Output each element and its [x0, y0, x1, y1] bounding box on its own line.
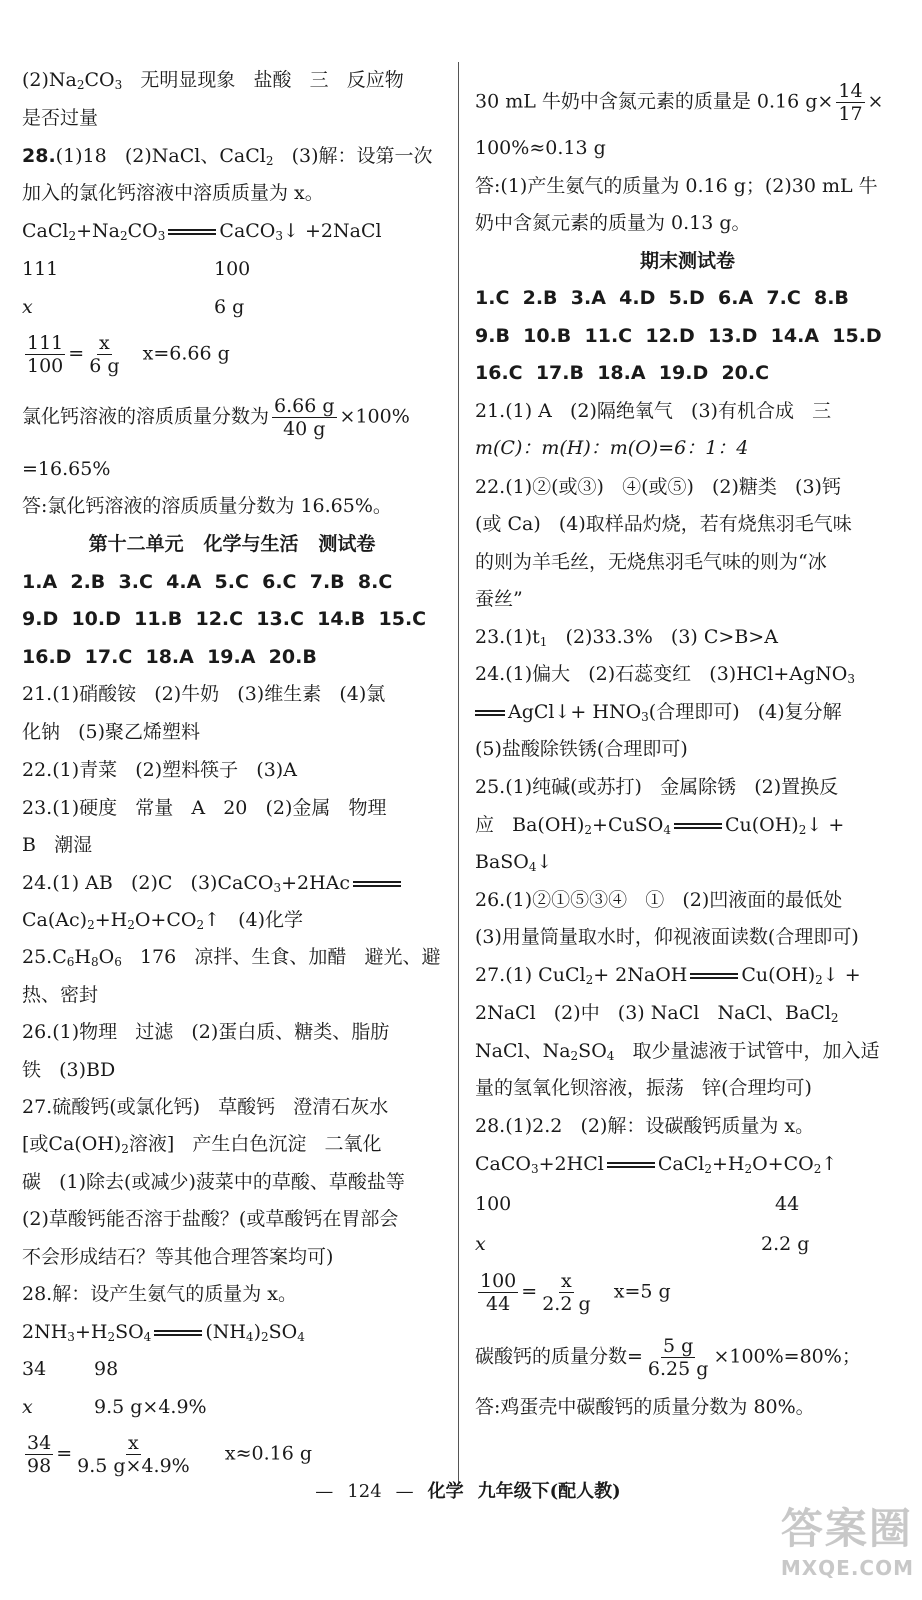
section-title: 期末测试卷: [639, 250, 735, 272]
text-line: 奶中含氮元素的质量为 0.13 g。: [475, 212, 751, 234]
proportion: $\frac{111}{100}$ = $\frac{x}{6 g}$ x=6.66 g: [27, 332, 230, 377]
text-line: 化钠 (5)聚乙烯塑料: [22, 721, 201, 743]
mass-row: x: [475, 1233, 486, 1255]
answer-27: 27.硫酸钙(或氯化钙) 草酸钙 澄清石灰水: [22, 1096, 389, 1118]
page-footer: — 124 — 化学 九年级下(配人教): [315, 1481, 621, 1502]
text-line: 不会形成结石？等其他合理答案均可): [22, 1246, 334, 1268]
text-line: =16.65%: [22, 458, 111, 480]
text-line: (2)草酸钙能否溶于盐酸？(或草酸钙在胃部会: [22, 1208, 399, 1230]
text-line: B 潮湿: [22, 834, 93, 856]
choice-answers: 9.D 10.D 11.B 12.C 13.C 14.B 15.C: [22, 608, 427, 630]
equals-sign: [607, 1160, 655, 1170]
equals-sign: [154, 1328, 202, 1338]
percentage-line: 碳酸钙的质量分数= $\frac{5 g}{6.25 g}$ ×100%=80%；: [475, 1335, 861, 1380]
text-line: (3)用量筒量取水时，仰视液面读数(合理即可): [475, 926, 859, 948]
choice-answers: 9.B 10.B 11.C 12.D 13.D 14.A 15.D: [475, 325, 882, 347]
text-line: AgCl↓+ $HNO_3$(合理即可) (4)复分解: [475, 700, 842, 729]
equals-sign: [353, 879, 401, 889]
answer-21: 21.(1) A (2)隔绝氧气 (3)有机合成 三: [475, 400, 832, 422]
mass-row: 100: [475, 1193, 512, 1215]
answer-26: 26.(1)②①⑤③④ ① (2)凹液面的最低处: [475, 889, 843, 911]
text-line: (5)盐酸除铁锈(合理即可): [475, 738, 688, 760]
answer-22: 22.(1)②(或③) ④(或⑤) (2)糖类 (3)钙: [475, 476, 841, 498]
chemical-equation: $2NH_3+H_2SO_4$ $(NH_4)_2SO_4$: [22, 1321, 305, 1344]
text-line: [或$Ca(OH)_2$溶液] 产生白色沉淀 二氧化: [22, 1133, 382, 1156]
text-line: 是否过量: [22, 107, 99, 129]
answer-line: 答:氯化钙溶液的溶质质量分数为 16.65%。: [22, 495, 392, 517]
chemical-equation: CaCO$_3$+2HCl $CaCl_2+H_2O+CO_2↑$: [475, 1153, 838, 1176]
equals-sign: [168, 227, 216, 237]
mass-row: 9.5 g×4.9%: [94, 1396, 207, 1418]
text-line: m(C)：m(H)：m(O)=6：1：4: [475, 437, 749, 459]
text-line: 铁 (3)BD: [22, 1059, 116, 1081]
column-divider: [458, 62, 459, 1482]
answer-23: 23.(1)硬度 常量 A 20 (2)金属 物理: [22, 797, 387, 819]
text-line: (或 Ca) (4)取样品灼烧，若有烧焦羽毛气味: [475, 513, 852, 535]
text-line: 的则为羊毛丝，无烧焦羽毛气味的则为“冰: [475, 551, 827, 573]
text-line: $Ca(Ac)_2+H_2O+CO_2↑$ (4)化学: [22, 909, 304, 932]
text-line: NaCl、$Na_2SO_4$ 取少量滤液于试管中，加入适: [475, 1040, 880, 1063]
subject-label: 化学: [427, 1481, 464, 1502]
answer-22: 22.(1)青菜 (2)塑料筷子 (3)A: [22, 759, 297, 781]
text-line: 蚕丝”: [475, 588, 523, 610]
choice-answers: 16.D 17.C 18.A 19.A 20.B: [22, 646, 317, 668]
answer-24: 24.(1) AB (2)C (3)CaCO$_3$+2HAc: [22, 871, 404, 900]
choice-answers: 16.C 17.B 18.A 19.D 20.C: [475, 362, 770, 384]
answer-25: $25.C_6H_8O_6$ 176 凉拌、生食、加醋 避光、避: [22, 946, 441, 969]
answer-28: 28.(1)2.2 (2)解：设碳酸钙质量为 x。: [475, 1115, 815, 1137]
mass-row: 6 g: [214, 296, 245, 318]
answer-23: $23.(1)t_1$ (2)33.3% (3) C>B>A: [475, 626, 778, 649]
text-line: 2NaCl (2)中 (3) NaCl NaCl、BaCl$_2$: [475, 1002, 839, 1025]
proportion: $\frac{100}{44}$ = $\frac{x}{2.2 g}$ x=5 g: [480, 1270, 671, 1315]
text-line: 加入的氯化钙溶液中溶质质量为 x。: [22, 182, 324, 204]
equals-sign: [475, 708, 505, 718]
mass-row: x: [22, 1396, 33, 1418]
answer-26: 26.(1)物理 过滤 (2)蛋白质、糖类、脂肪: [22, 1021, 390, 1043]
choice-answers: 1.C 2.B 3.A 4.D 5.D 6.A 7.C 8.B: [475, 287, 849, 309]
equals-sign: [674, 821, 722, 831]
watermark-logo: 答案圈 MXQE.COM: [780, 1504, 914, 1580]
text-line: BaSO$_4$↓: [475, 851, 553, 874]
answer-24: 24.(1)偏大 (2)石蕊变红 (3)HCl+AgNO$_3$: [475, 663, 856, 686]
mass-row: x: [22, 296, 33, 318]
proportion: $\frac{34}{98}$ = $\frac{x}{9.5 g\times 4.9\%}$ x≈0.16 g: [27, 1432, 313, 1477]
text-line: 碳 (1)除去(或减少)菠菜中的草酸、草酸盐等: [22, 1171, 405, 1193]
answer-25: 25.(1)纯碱(或苏打) 金属除锈 (2)置换反: [475, 776, 839, 798]
text-line: 100%≈0.13 g: [475, 137, 606, 159]
mass-row: 111: [22, 258, 59, 280]
answer-28: 28.(1)18 (2)NaCl、CaCl$_2$ (3)解：设第一次: [22, 145, 433, 168]
text-line: 热、密封: [22, 984, 99, 1006]
mass-row: 44: [775, 1193, 800, 1215]
section-title: 第十二单元 化学与生活 测试卷: [88, 533, 376, 555]
mass-row: 2.2 g: [761, 1233, 810, 1255]
text-line: 量的氢氧化钡溶液，振荡 锌(合理均可): [475, 1077, 812, 1099]
page-number: 124: [347, 1481, 382, 1502]
text-line: $(2)Na_2CO_3$ 无明显现象 盐酸 三 反应物: [22, 69, 404, 92]
mass-row: 100: [214, 258, 251, 280]
chemical-equation: $CaCl_2+Na_2CO_3$ CaCO$_3$↓ +2NaCl: [22, 220, 382, 243]
answer-21: 21.(1)硝酸铵 (2)牛奶 (3)维生素 (4)氯: [22, 683, 386, 705]
mass-row: 34: [22, 1358, 47, 1380]
text-line: 30 mL 牛奶中含氮元素的质量是 0.16 g× $\frac{14}{17}$ ×: [475, 80, 884, 125]
answer-line: 答:(1)产生氨气的质量为 0.16 g；(2)30 mL 牛: [475, 175, 878, 197]
choice-answers: 1.A 2.B 3.C 4.A 5.C 6.C 7.B 8.C: [22, 571, 393, 593]
text-line: 应 $Ba(OH)_2+CuSO_4$ $Cu(OH)_2↓$ +: [475, 814, 845, 837]
answer-28: 28.解：设产生氨气的质量为 x。: [22, 1283, 297, 1305]
grade-label: 九年级下(配人教): [477, 1481, 621, 1502]
answer-line: 答:鸡蛋壳中碳酸钙的质量分数为 80%。: [475, 1396, 815, 1418]
equals-sign: [690, 971, 738, 981]
answer-27: 27.(1) CuCl$_2$+ 2NaOH $Cu(OH)_2↓$ +: [475, 964, 861, 987]
percentage-line: 氯化钙溶液的溶质质量分数为 $\frac{6.66 g}{40 g}$ ×100%: [22, 395, 410, 440]
mass-row: 98: [94, 1358, 119, 1380]
